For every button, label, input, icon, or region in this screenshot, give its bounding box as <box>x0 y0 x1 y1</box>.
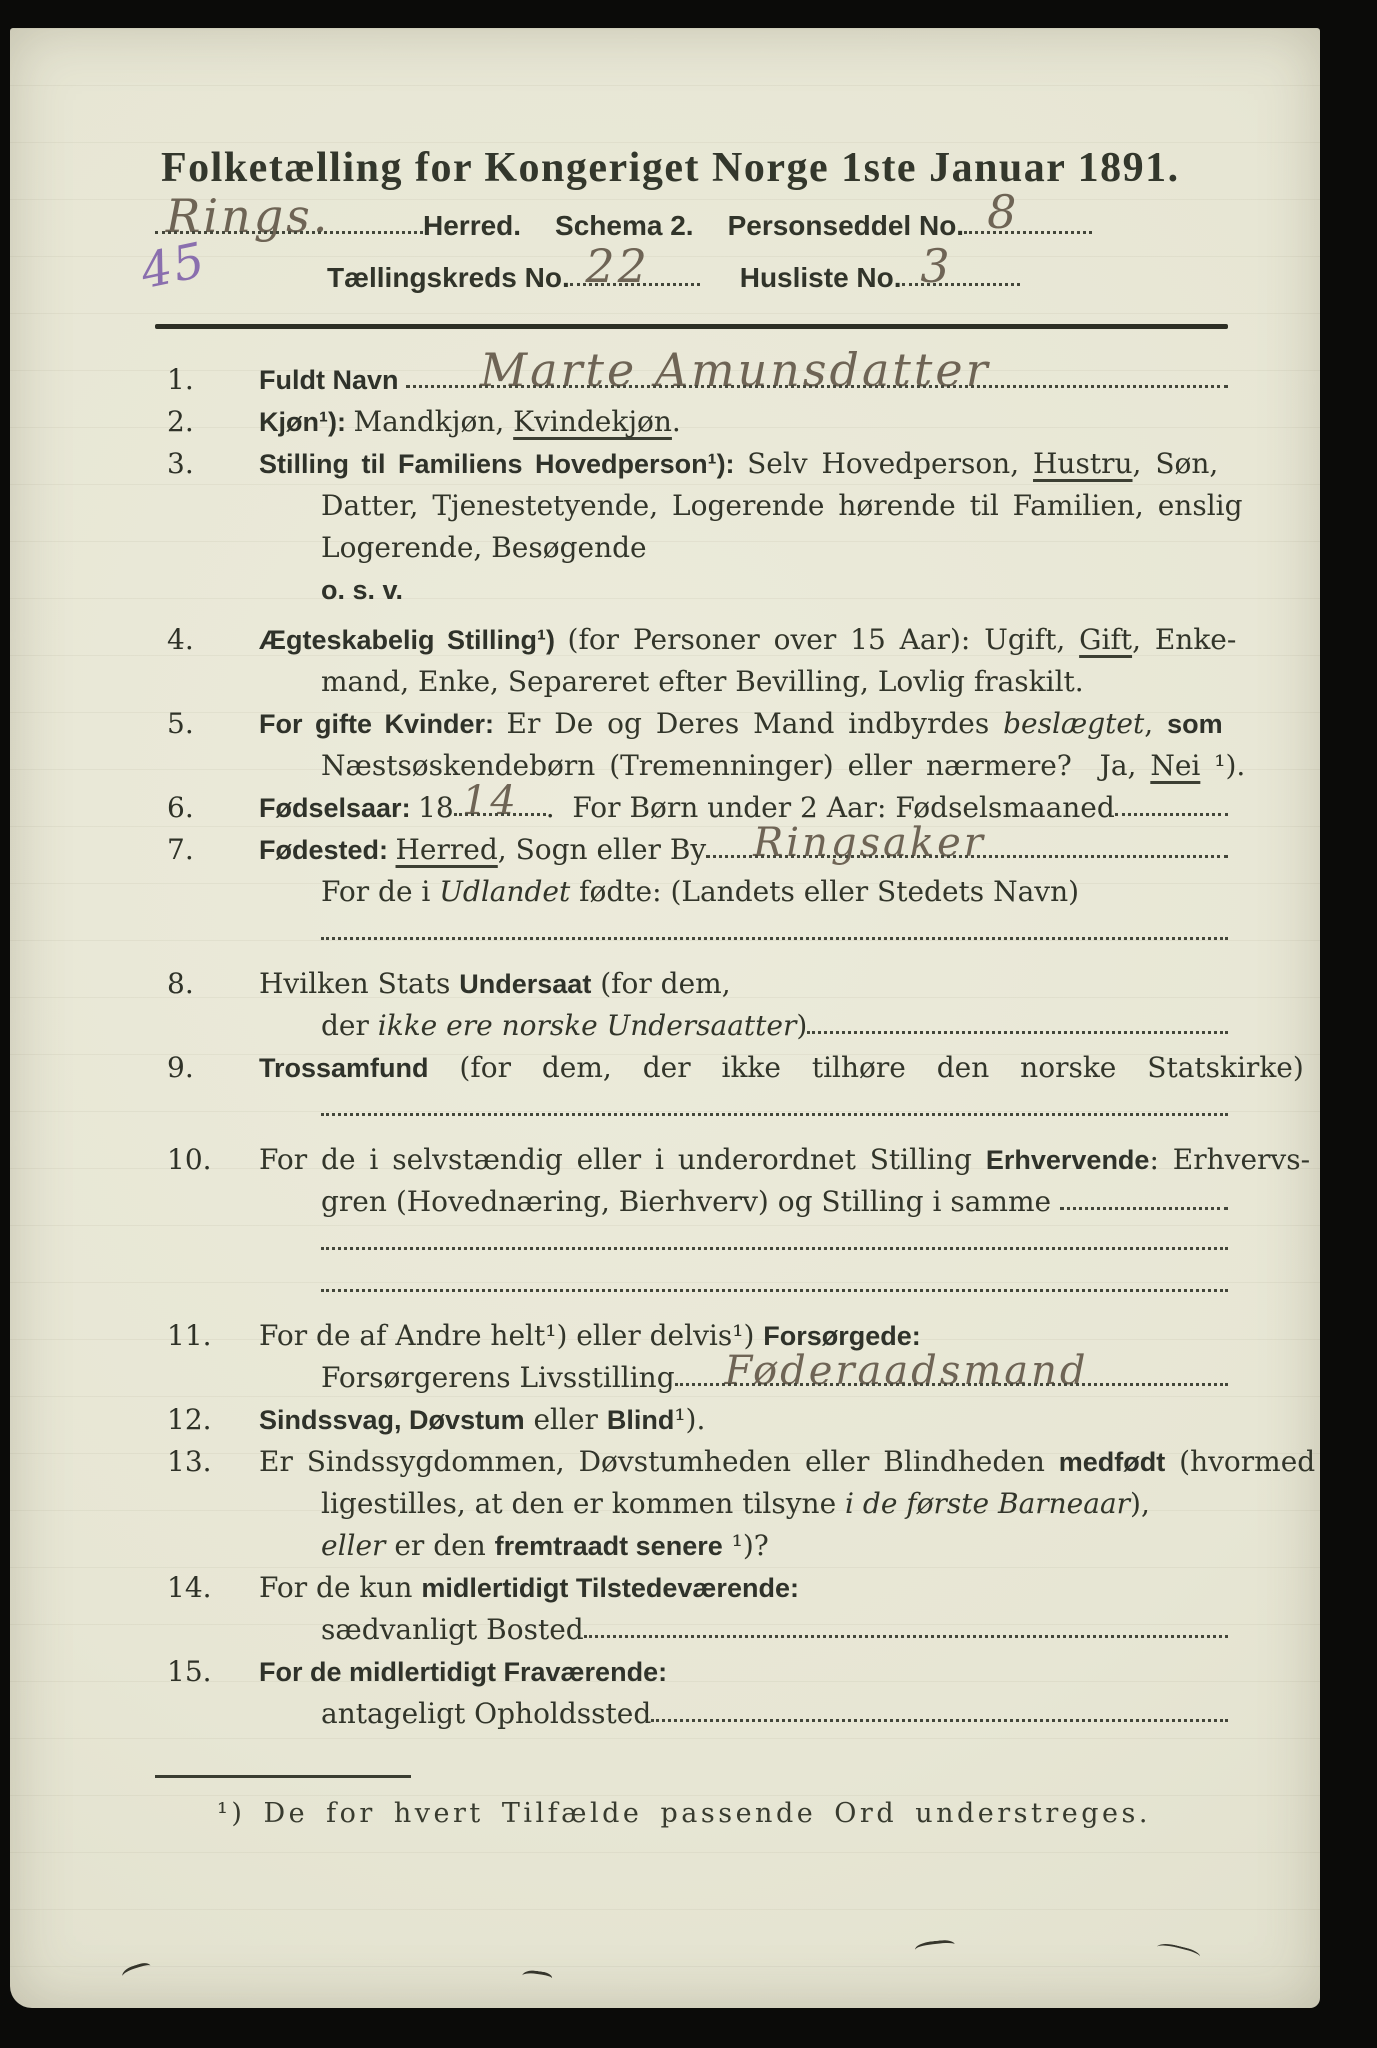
dotted-fill <box>807 1007 1228 1035</box>
form-item-7 <box>155 820 1228 955</box>
item-number: 6. <box>167 791 194 824</box>
printed-text: Fødselsaar: <box>259 793 419 823</box>
header-rule <box>155 324 1228 329</box>
printed-text: (for dem, <box>591 967 731 1000</box>
item-line <box>259 569 1228 611</box>
printed-text: Nei <box>1150 749 1201 782</box>
handwritten-entry: Føderaadsmand <box>724 1348 1089 1394</box>
item-line <box>259 343 1228 401</box>
printed-text: eller <box>524 1403 607 1436</box>
printed-text: (for Personer over 15 Aar): Ugift, <box>567 623 1080 656</box>
handwritten-sheet-no: 8 <box>987 185 1020 239</box>
printed-text: For de i <box>321 875 440 908</box>
handwritten-entry: Marte Amunsdatter <box>479 343 991 397</box>
item-number: 4. <box>167 623 194 656</box>
printed-text: Fødested: <box>259 835 396 865</box>
printed-text: Erhvervende <box>985 1145 1150 1175</box>
footnote-rule <box>155 1775 411 1778</box>
form-item-8 <box>155 963 1228 1047</box>
printed-text: eller <box>321 1529 386 1562</box>
printed-text: Forsørgerens Livsstilling <box>321 1361 675 1394</box>
page-blemish <box>521 1969 553 1988</box>
printed-text: , Enke- <box>1132 623 1237 656</box>
form-item-12 <box>155 1399 1228 1441</box>
printed-text: Hvilken Stats <box>259 967 460 1000</box>
item-line <box>259 1223 1228 1265</box>
printed-text: Stilling til Familiens Hovedperson <box>259 449 708 479</box>
printed-text: ¹) <box>732 1319 764 1352</box>
dotted-fill <box>706 820 1228 866</box>
printed-text: For de i selvstændig eller i underordnet Stilling <box>259 1143 986 1176</box>
form-item-5 <box>155 703 1246 787</box>
item-line <box>259 485 1243 527</box>
printed-text: : Erhvervs- <box>1149 1143 1311 1176</box>
item-line <box>259 1348 1228 1399</box>
item-line <box>259 1265 1228 1307</box>
item-number: 9. <box>167 1051 194 1084</box>
printed-text: , Sogn eller By <box>497 833 707 866</box>
item-line <box>259 778 1228 829</box>
item-number: 5. <box>167 707 194 740</box>
personseddel-label: Personseddel No. <box>727 210 965 241</box>
item-number: 13. <box>167 1445 212 1478</box>
printed-text: Næstsøskendebørn (Tremenninger) eller nærmere? Ja, <box>321 749 1151 782</box>
item-line <box>259 1089 1228 1131</box>
printed-text: der <box>321 1009 378 1042</box>
handwritten-margin-note: 45 <box>135 231 212 301</box>
printed-text: For de kun <box>259 1571 422 1604</box>
item-line <box>259 1525 1228 1567</box>
dotted-fill <box>675 1348 1228 1394</box>
printed-text: o. s. v. <box>321 575 404 605</box>
item-line <box>259 1399 1228 1441</box>
printed-text: Kjøn <box>259 407 319 437</box>
printed-text: antageligt Opholdssted <box>321 1697 652 1730</box>
item-line <box>259 703 1228 745</box>
printed-text: Gift <box>1079 623 1133 656</box>
printed-text: ikke ere norske Undersaatter <box>377 1009 797 1042</box>
dotted-fill <box>454 778 546 824</box>
dotted-fill <box>651 1695 1228 1723</box>
form-item-4 <box>155 619 1237 703</box>
handwritten-husliste-no: 3 <box>920 239 953 293</box>
item-number: 15. <box>167 1655 212 1688</box>
form-item-6 <box>155 778 1228 829</box>
printed-text: sædvanligt Bosted <box>321 1613 584 1646</box>
dotted-fill <box>570 239 700 293</box>
printed-text: For gifte Kvinder: <box>259 709 507 739</box>
item-line <box>259 913 1228 955</box>
printed-text: ¹)? <box>722 1529 769 1562</box>
item-number: 3. <box>167 447 194 480</box>
printed-text: Blind <box>606 1405 675 1435</box>
item-line <box>259 619 1237 661</box>
printed-text: (for dem, der ikke tilhøre den norske Statskirke) <box>428 1051 1304 1084</box>
taellingskreds-label: Tællingskreds No. <box>327 262 570 293</box>
item-line <box>259 1651 1228 1693</box>
dotted-fill <box>155 189 423 243</box>
printed-text: , Søn, <box>1132 447 1219 480</box>
printed-text: beslægtet <box>1003 707 1145 740</box>
form-item-1 <box>155 343 1228 401</box>
printed-text: mand, Enke, Separeret efter Bevilling, Lovlig fraskilt. <box>321 665 1084 698</box>
printed-text: For de af Andre helt <box>259 1319 546 1352</box>
item-line <box>259 1181 1228 1223</box>
dotted-fill <box>902 239 1020 293</box>
husliste-label: Husliste No. <box>739 262 902 293</box>
item-line <box>259 871 1228 913</box>
item-line <box>259 963 1228 1005</box>
printed-text: (hvormed <box>1165 1445 1316 1478</box>
item-line <box>259 1567 1228 1609</box>
printed-text: Sindssvag, Døvstum <box>259 1405 525 1435</box>
dotted-fill <box>321 1089 1228 1117</box>
item-number: 11. <box>167 1319 212 1352</box>
handwritten-entry: Ringsaker <box>753 820 986 866</box>
printed-text: Forsørgede: <box>763 1321 921 1351</box>
printed-text: i de første Barneaar <box>845 1487 1131 1520</box>
printed-text: Ægteskabelig Stilling <box>259 625 538 655</box>
item-number: 7. <box>167 833 194 866</box>
printed-text: 18 <box>418 791 454 824</box>
printed-text: Hustru <box>1033 447 1133 480</box>
dotted-fill <box>406 343 1228 397</box>
printed-text: For de <box>259 1657 350 1687</box>
printed-text: ¹): <box>707 449 748 479</box>
item-line <box>259 1047 1304 1089</box>
printed-text: Udlandet <box>439 875 571 908</box>
dotted-fill <box>1060 1183 1228 1211</box>
item-line <box>259 661 1228 703</box>
herred-label: Herred. <box>423 210 522 241</box>
item-line <box>259 1483 1228 1525</box>
printed-text: er den <box>385 1529 495 1562</box>
printed-text: . For Børn under 2 Aar: Fødselsmaaned <box>545 791 1115 824</box>
item-number: 8. <box>167 967 194 1000</box>
printed-text: midlertidigt Fraværende: <box>349 1657 668 1687</box>
printed-text: medfødt <box>1058 1447 1166 1477</box>
printed-text: Herred <box>395 833 498 866</box>
page-title: Folketælling for Kongeriget Norge 1ste Januar 1891. <box>161 145 1180 191</box>
dotted-fill <box>321 1223 1228 1251</box>
item-line <box>259 443 1228 485</box>
printed-text: Selv Hovedperson, <box>747 447 1034 480</box>
printed-text: . <box>671 405 681 438</box>
item-line <box>259 1441 1316 1483</box>
handwritten-district: Rings. <box>165 189 331 243</box>
dotted-fill <box>584 1611 1228 1639</box>
dotted-fill <box>964 185 1092 239</box>
printed-text: Kvindekjøn <box>513 405 672 438</box>
item-line <box>259 820 1228 871</box>
dotted-fill <box>321 1265 1228 1293</box>
printed-text: Trossamfund <box>259 1053 429 1083</box>
header-kreds-row <box>135 231 1228 301</box>
header-district-row <box>155 185 1228 243</box>
page-blemish <box>914 1939 955 1958</box>
item-line <box>259 745 1246 787</box>
printed-text: gren (Hovednæring, Bierhverv) og Stilling i samme <box>321 1185 1060 1218</box>
handwritten-entry: 14 <box>461 778 519 824</box>
item-number: 10. <box>167 1143 212 1176</box>
item-number: 12. <box>167 1403 212 1436</box>
item-line <box>259 1609 1228 1651</box>
printed-text: eller delvis <box>567 1319 733 1352</box>
printed-text: fødte: (Landets eller Stedets Navn) <box>570 875 1080 908</box>
item-line <box>259 1139 1311 1181</box>
form-item-15 <box>155 1651 1228 1735</box>
printed-text: ), <box>1130 1487 1150 1520</box>
census-question-list <box>155 343 1316 1735</box>
page-blemish <box>120 1961 153 1985</box>
form-item-9 <box>155 1047 1304 1131</box>
item-line <box>259 401 1228 443</box>
form-item-13 <box>155 1441 1316 1567</box>
printed-text: ¹): <box>319 407 354 437</box>
printed-text: midlertidigt Tilstedeværende: <box>421 1573 799 1603</box>
schema-label: Schema 2. <box>555 210 694 241</box>
printed-text: Logerende, Besøgende <box>321 531 647 564</box>
item-line <box>259 1005 1228 1047</box>
printed-text: ¹). <box>674 1403 706 1436</box>
form-item-3 <box>155 443 1243 611</box>
handwritten-kreds-no: 22 <box>585 239 650 293</box>
printed-text: ¹). <box>1200 749 1246 782</box>
dotted-fill <box>321 913 1228 941</box>
printed-text: ligestilles, at den er kommen tilsyne <box>321 1487 846 1520</box>
printed-text: ¹) <box>545 1319 568 1352</box>
scanned-census-page <box>10 28 1320 2008</box>
form-item-11 <box>155 1315 1228 1399</box>
printed-text: Datter, Tjenestetyende, Logerende hørende til Familien, enslig <box>321 489 1243 522</box>
item-number: 2. <box>167 405 194 438</box>
dotted-fill <box>1115 789 1228 817</box>
printed-text: Mandkjøn, <box>353 405 514 438</box>
printed-text: Fuldt Navn <box>259 365 406 395</box>
form-item-10 <box>155 1139 1311 1307</box>
item-number: 1. <box>167 363 194 396</box>
form-item-14 <box>155 1567 1228 1651</box>
printed-text: Er Sindssygdommen, Døvstumheden eller Blindheden <box>259 1445 1059 1478</box>
page-blemish <box>1155 1941 1201 1965</box>
printed-text: ¹) <box>537 625 568 655</box>
printed-text: Er De og Deres Mand indbyrdes <box>506 707 1004 740</box>
printed-text: , <box>1144 707 1168 740</box>
printed-text: som <box>1167 709 1223 739</box>
printed-text: fremtraadt senere <box>494 1531 723 1561</box>
item-number: 14. <box>167 1571 212 1604</box>
footnote-text: ¹) De for hvert Tilfælde passende Ord understreges. <box>217 1798 1151 1829</box>
form-item-2 <box>155 401 1228 443</box>
item-line <box>259 1693 1228 1735</box>
printed-text: Undersaat <box>459 969 592 999</box>
printed-text: ) <box>796 1009 808 1042</box>
item-line <box>259 527 1228 569</box>
